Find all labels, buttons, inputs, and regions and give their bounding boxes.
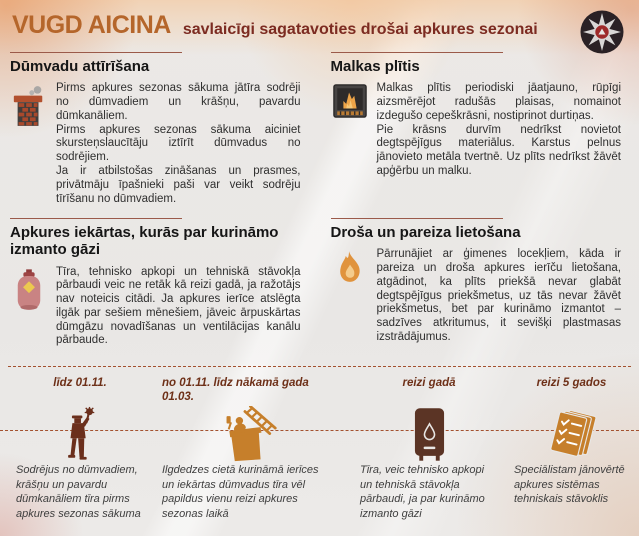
- section-heading: Apkures iekārtas, kurās par kurināmo izmanto gāzi: [10, 224, 279, 259]
- section-text: [377, 248, 622, 345]
- timeline-item-heating-season: [152, 376, 338, 535]
- wood-stove-icon: [331, 82, 369, 179]
- timeline-description: Speciālistam jānovērtē apkures sistēmas tehniskais stāvoklis: [514, 464, 625, 506]
- section-text: [56, 266, 301, 349]
- section-paragraph: Malkas plītis periodiski jāatjauno, rūpīgi aizsmērējot radušās plaisas, nomainot izdegušo cepeškrāsni, nostiprinot durtiņas.: [376, 82, 621, 122]
- timeline-period: līdz 01.11.: [53, 377, 107, 389]
- section-wood-stoves: [331, 52, 622, 218]
- section-safe-use: [331, 218, 622, 366]
- section-paragraph: Pirms apkures sezonas sākuma jātīra sodrēji no dūmvadiem un krāšņu, pavardu dūmkanāliem.: [56, 82, 301, 122]
- chimney-sweep-icon: [16, 406, 144, 463]
- header: [0, 0, 639, 52]
- subtitle: savlaicīgi sagatavoties drošai apkures sezonai: [182, 21, 538, 38]
- section-rule: [331, 218, 503, 219]
- timeline-item-before-0111: [0, 376, 152, 535]
- section-gas-heating: [10, 218, 301, 366]
- section-heading: Malkas plītis: [330, 58, 420, 75]
- timeline-description: Sodrējus no dūmvadiem, krāšņu un pavardu dūmkanāliem tīra pirms apkures sezonas sākuma: [16, 464, 141, 520]
- section-heading: Dūmvadu attīrīšana: [10, 58, 150, 75]
- section-paragraph: Pie krāsns durvīm nedrīkst novietot degtspējīgus materiālus. Karstus pelnus jānovieto metāla tvertnē. Uz plīts nedrīkst žāvēt apģērbu un malku.: [376, 123, 621, 178]
- section-chimney-cleaning: [10, 52, 301, 218]
- gas-boiler-icon: [360, 406, 498, 463]
- section-text: [377, 82, 622, 179]
- timeline-description: Tīra, veic tehnisko apkopi un tehniskā stāvokļa pārbaudi, ja par kurināmo izmanto gāzi: [360, 464, 485, 520]
- chimney-icon: [10, 82, 48, 206]
- timeline-period: no 01.11. līdz nākamā gada 01.03.: [162, 377, 309, 404]
- vugd-badge-icon: [579, 9, 625, 55]
- section-paragraph: Tīra, tehnisko apkopi un tehniskā stāvokļa pārbaudi veic ne retāk kā reizi gadā, ja ražotājs nav noteicis citādi. Ja apkures ierīce atslēgta ilgāk par sešiem mēnešiem, jāveic ārpuskārtas dūmgāzu novadīšanas un ventilācijas kanālu pārbaude.: [56, 265, 301, 347]
- section-rule: [331, 52, 503, 53]
- timeline-item-every-5-years: [508, 376, 639, 535]
- gas-cylinder-icon: [10, 266, 48, 349]
- timeline-item-yearly: [338, 376, 508, 535]
- roof-ladder-icon: [162, 406, 326, 463]
- section-paragraph: Ja ir atbilstošas zināšanas un prasmes, privātmāju īpašnieki paši var veikt sodrēju tīrīšanu no dūmvadiem.: [56, 165, 301, 205]
- section-rule: [10, 52, 182, 53]
- checklist-icon: [514, 406, 629, 463]
- section-paragraph: Pirms apkures sezonas sākuma aiciniet skursteņslaucītāju iztīrīt dūmvadus no sodrējiem.: [56, 123, 301, 164]
- timeline-description: Ilgdedzes cietā kurināmā ierīces un iekārtas dūmvadus tīra vēl papildus vienu reizi apkures sezonas laikā: [162, 464, 319, 520]
- main-title: VUGD AICINA: [12, 11, 171, 39]
- section-heading: Droša un pareiza lietošana: [330, 224, 521, 241]
- section-rule: [10, 218, 182, 219]
- timeline-period: reizi 5 gados: [536, 377, 607, 389]
- timeline-period: reizi gadā: [402, 377, 456, 389]
- main-sections: [0, 52, 639, 366]
- section-text: [56, 82, 301, 206]
- section-paragraph: Pārrunājiet ar ģimenes locekļiem, kāda ir pareiza un droša apkures ierīču lietošana, atgādinot, ka plīts priekšā nevar glabāt degtspējīgus priekšmetus, uz tās nevar žāvēt priekšmetus, bet par kurināmo izmantot – sadzīves atkritumus, it sevišķi plastmasas izstrādājumus.: [376, 248, 621, 344]
- timeline: [0, 367, 639, 535]
- flame-icon: [331, 248, 369, 345]
